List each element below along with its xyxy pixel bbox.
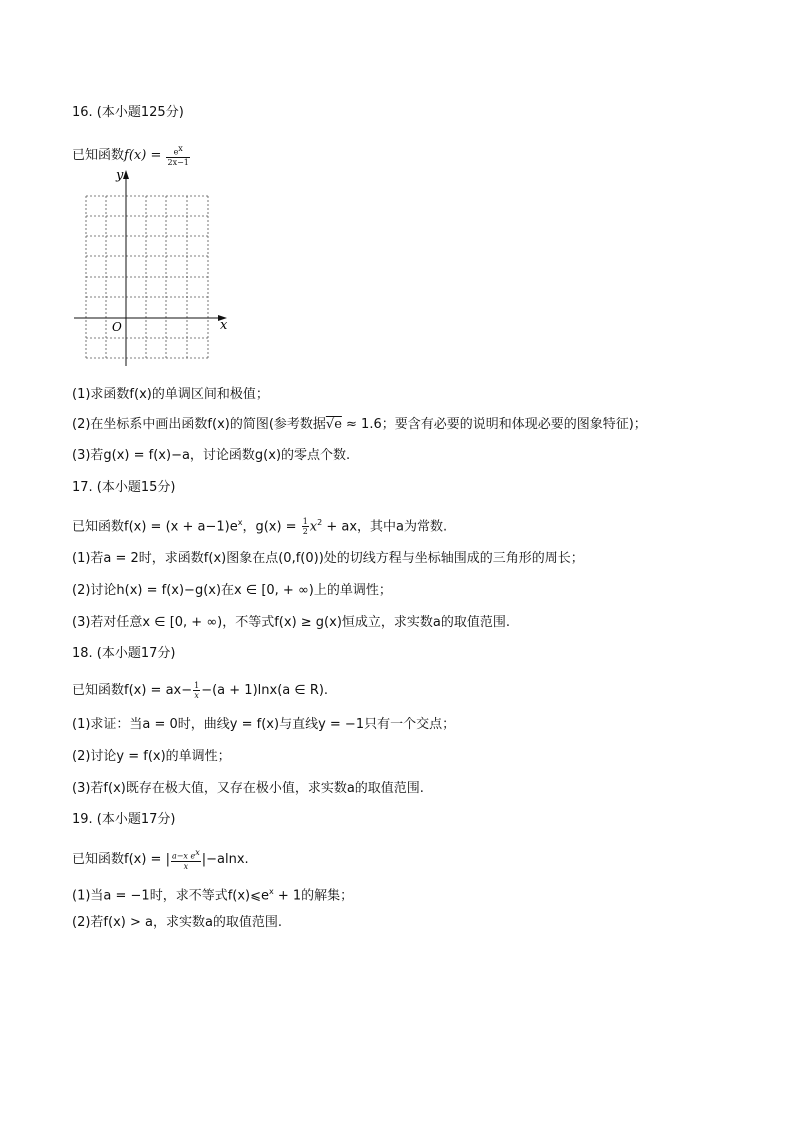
q17-stem-d: + ax，其中a为常数. bbox=[322, 519, 448, 535]
q17-stem-sup: x bbox=[237, 518, 243, 527]
q19-part1-a: (1)当a = −1时，求不等式f(x)⩽e bbox=[72, 888, 270, 904]
q18-stem-b: −(a + 1)lnx(a ∈ R). bbox=[201, 683, 329, 698]
q16-fraction bbox=[166, 144, 189, 167]
q18-frac-den: x bbox=[194, 691, 199, 700]
q17-part1: (1)若a = 2时，求函数f(x)图象在点(0,f(0))处的切线方程与坐标轴围成的三角形的周长； bbox=[72, 551, 584, 566]
q16-header: 16. (本小题125分) bbox=[72, 105, 184, 120]
q16-frac-num-sup: x bbox=[178, 144, 183, 153]
q17-stem-b: ，g(x) = bbox=[242, 519, 301, 535]
q16-part2 bbox=[72, 416, 647, 434]
q18-frac-num: 1 bbox=[194, 681, 200, 690]
q16-stem bbox=[72, 144, 191, 167]
q19-stem-a: 已知函数f(x) = | bbox=[72, 851, 170, 867]
q18-part1: (1)求证：当a = 0时，曲线y = f(x)与直线y = −1只有一个交点； bbox=[72, 717, 456, 732]
q17-fraction bbox=[302, 517, 309, 536]
q19-frac-den: x bbox=[183, 861, 189, 871]
q16-frac-num: e bbox=[173, 147, 179, 157]
q19-frac-num: a−x e bbox=[171, 851, 196, 861]
q17-stem-c: x bbox=[309, 519, 318, 535]
q16-part1: (1)求函数f(x)的单调区间和极值； bbox=[72, 387, 269, 402]
q16-stem-prefix: 已知函数 bbox=[72, 147, 125, 163]
q16-part2-b: ≈ 1.6；要含有必要的说明和体现必要的图象特征)； bbox=[341, 417, 647, 432]
q16-y-arrow bbox=[123, 170, 129, 179]
q16-part3: (3)若g(x) = f(x)−a，讨论函数g(x)的零点个数. bbox=[72, 448, 351, 463]
q18-part3: (3)若f(x)既存在极大值，又存在极小值，求实数a的取值范围. bbox=[72, 781, 424, 796]
q17-part2: (2)讨论h(x) = f(x)−g(x)在x ∈ [0, + ∞)上的单调性； bbox=[72, 583, 392, 598]
q18-stem bbox=[72, 681, 328, 700]
q16-fx: f(x) bbox=[124, 147, 147, 163]
q19-fraction bbox=[171, 848, 201, 871]
q17-stem-c-sup: 2 bbox=[317, 518, 323, 527]
q16-x-label: x bbox=[220, 318, 228, 333]
q16-part2-sqrt: √e bbox=[325, 417, 342, 432]
q19-stem-b: |−alnx. bbox=[201, 851, 249, 867]
q17-frac-den: 2 bbox=[302, 527, 308, 537]
q18-header: 18. (本小题17分) bbox=[72, 646, 176, 661]
q19-stem bbox=[72, 848, 249, 871]
q16-part2-a: (2)在坐标系中画出函数f(x)的简图(参考数据 bbox=[72, 417, 326, 432]
q17-frac-num: 1 bbox=[302, 517, 308, 527]
q19-header: 19. (本小题17分) bbox=[72, 812, 176, 827]
q16-eq: = bbox=[146, 147, 166, 163]
q18-fraction bbox=[193, 681, 200, 700]
q19-part1-b: + 1的解集； bbox=[273, 888, 354, 904]
q16-frac-den: 2x−1 bbox=[167, 157, 189, 167]
q17-stem bbox=[72, 514, 447, 536]
q19-part1-sup: x bbox=[269, 887, 274, 896]
q17-header: 17. (本小题15分) bbox=[72, 480, 176, 495]
q16-grid bbox=[86, 196, 208, 358]
q16-coordinate-graph bbox=[72, 166, 232, 366]
q16-y-label: y bbox=[116, 168, 124, 183]
q19-part1 bbox=[72, 883, 353, 905]
q17-stem-a: 已知函数f(x) = (x + a−1)e bbox=[72, 519, 238, 535]
q16-origin-label: O bbox=[112, 320, 122, 334]
q19-frac-num-sup: x bbox=[195, 848, 200, 857]
q19-part2: (2)若f(x) > a，求实数a的取值范围. bbox=[72, 915, 283, 930]
q17-part3: (3)若对任意x ∈ [0, + ∞)，不等式f(x) ≥ g(x)恒成立，求实数a的取值范围. bbox=[72, 615, 510, 630]
q18-part2: (2)讨论y = f(x)的单调性； bbox=[72, 749, 231, 764]
q18-stem-a: 已知函数f(x) = ax− bbox=[72, 683, 193, 698]
